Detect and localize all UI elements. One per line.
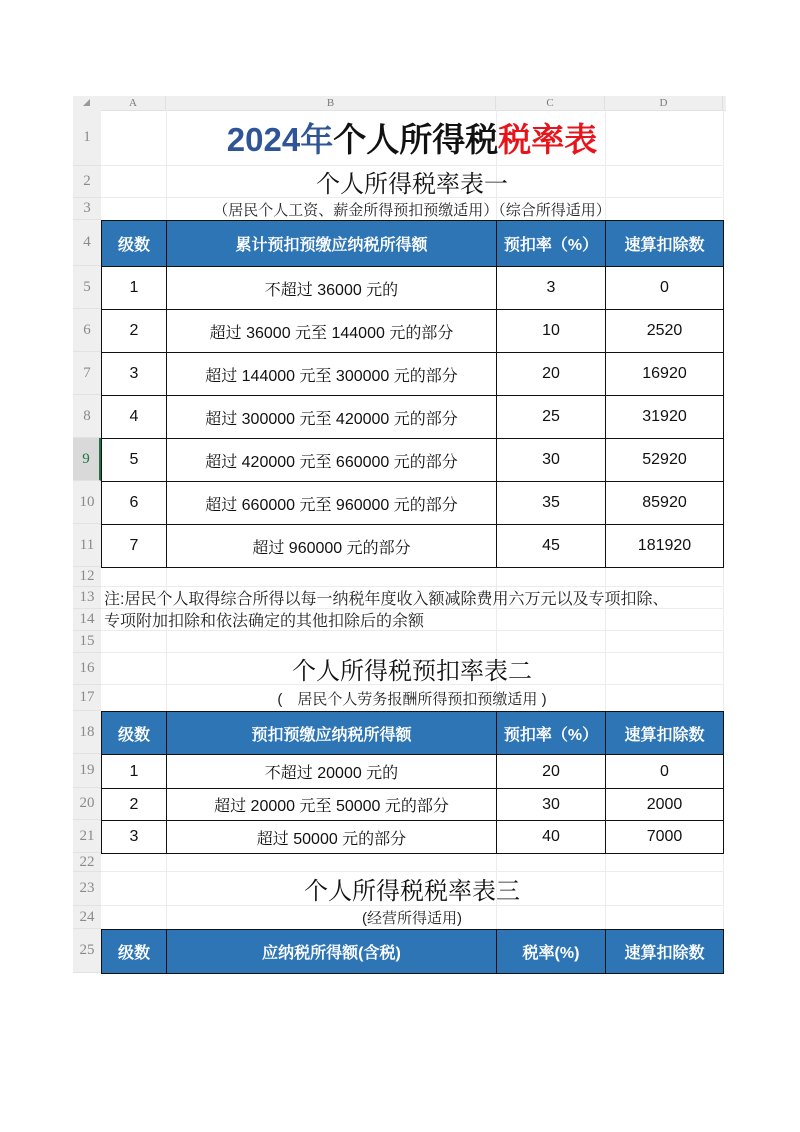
- cell-income-range[interactable]: 超过 420000 元至 660000 元的部分: [167, 439, 497, 482]
- header-level[interactable]: 级数: [102, 930, 167, 974]
- table-row: [102, 789, 724, 821]
- header-income-range[interactable]: 累计预扣预缴应纳税所得额: [167, 221, 497, 267]
- cell-income-range[interactable]: 超过 50000 元的部分: [167, 821, 497, 854]
- table2-subheading: ( 居民个人劳务报酬所得预扣预缴适用 ): [277, 690, 547, 708]
- tax-rate-table-1: [101, 220, 724, 568]
- cell-income-range[interactable]: 超过 36000 元至 144000 元的部分: [167, 310, 497, 353]
- cell-income-range[interactable]: 超过 20000 元至 50000 元的部分: [167, 789, 497, 821]
- select-all-corner-icon[interactable]: [73, 96, 101, 110]
- header-level[interactable]: 级数: [102, 221, 167, 267]
- note-line-1: 注:居民个人取得综合所得以每一纳税年度收入额减除费用六万元以及专项扣除、: [101, 587, 723, 609]
- cell-level[interactable]: 6: [102, 482, 167, 525]
- cell-deduction[interactable]: 181920: [606, 525, 724, 568]
- header-rate[interactable]: 预扣率（%）: [497, 221, 606, 267]
- cell-level[interactable]: 1: [102, 755, 167, 789]
- table-row: [102, 353, 724, 396]
- cell-deduction[interactable]: 52920: [606, 439, 724, 482]
- table-row: [102, 482, 724, 525]
- cell-level[interactable]: 4: [102, 396, 167, 439]
- cell-deduction[interactable]: 2520: [606, 310, 724, 353]
- table-header-row: [102, 221, 724, 267]
- row-number[interactable]: 23: [73, 872, 101, 906]
- row-number[interactable]: 17: [73, 685, 101, 711]
- table1-heading: 个人所得税率表一: [101, 166, 723, 198]
- table-row: [102, 396, 724, 439]
- cell-deduction[interactable]: 7000: [606, 821, 724, 854]
- row-number[interactable]: 16: [73, 653, 101, 685]
- column-header-c[interactable]: C: [496, 96, 605, 110]
- row-number[interactable]: 2: [73, 166, 101, 198]
- table-row: [102, 267, 724, 310]
- row-number[interactable]: 3: [73, 198, 101, 220]
- table-row: [102, 821, 724, 854]
- table-row: [102, 755, 724, 789]
- header-deduction[interactable]: 速算扣除数: [606, 930, 724, 974]
- cell-rate[interactable]: 20: [497, 353, 606, 396]
- empty-row: [101, 567, 723, 587]
- row-number[interactable]: 1: [73, 110, 101, 166]
- column-header-d[interactable]: D: [605, 96, 723, 110]
- row-number[interactable]: 21: [73, 820, 101, 853]
- table-header-row: [102, 712, 724, 755]
- row-number[interactable]: 12: [73, 567, 101, 587]
- row-number[interactable]: 6: [73, 309, 101, 352]
- tax-rate-table-2: [101, 711, 724, 854]
- column-header-a[interactable]: A: [101, 96, 166, 110]
- row-number[interactable]: 4: [73, 220, 101, 266]
- row-number[interactable]: 18: [73, 711, 101, 754]
- row-number[interactable]: 8: [73, 395, 101, 438]
- title-main: 个人所得税: [333, 121, 499, 158]
- cell-income-range[interactable]: 不超过 20000 元的: [167, 755, 497, 789]
- cell-rate[interactable]: 10: [497, 310, 606, 353]
- cell-rate[interactable]: 20: [497, 755, 606, 789]
- cell-rate[interactable]: 30: [497, 439, 606, 482]
- row-number[interactable]: 15: [73, 631, 101, 653]
- header-deduction[interactable]: 速算扣除数: [606, 221, 724, 267]
- row-number[interactable]: 10: [73, 481, 101, 524]
- row-number[interactable]: 14: [73, 609, 101, 631]
- table1-subheading: （居民个人工资、薪金所得预扣预缴适用）（综合所得适用）: [213, 201, 611, 219]
- title-year: 2024年: [226, 121, 334, 158]
- row-number[interactable]: 20: [73, 788, 101, 820]
- title-highlight: 税率表: [498, 121, 598, 158]
- cell-deduction[interactable]: 2000: [606, 789, 724, 821]
- row-number[interactable]: 5: [73, 266, 101, 309]
- header-income-range[interactable]: 预扣预缴应纳税所得额: [167, 712, 497, 755]
- cell-deduction[interactable]: 0: [606, 267, 724, 310]
- cell-income-range[interactable]: 不超过 36000 元的: [167, 267, 497, 310]
- column-header-bar: [73, 96, 726, 111]
- column-header-b[interactable]: B: [166, 96, 496, 110]
- header-deduction[interactable]: 速算扣除数: [606, 712, 724, 755]
- cell-income-range[interactable]: 超过 660000 元至 960000 元的部分: [167, 482, 497, 525]
- empty-row: [101, 853, 723, 872]
- cell-level[interactable]: 3: [102, 353, 167, 396]
- cell-level[interactable]: 2: [102, 310, 167, 353]
- row-number[interactable]: 13: [73, 587, 101, 609]
- table-row: [102, 310, 724, 353]
- cell-rate[interactable]: 45: [497, 525, 606, 568]
- cell-level[interactable]: 1: [102, 267, 167, 310]
- row-number[interactable]: 7: [73, 352, 101, 395]
- cell-rate[interactable]: 25: [497, 396, 606, 439]
- cell-income-range[interactable]: 超过 300000 元至 420000 元的部分: [167, 396, 497, 439]
- table2-heading: 个人所得税预扣率表二: [101, 653, 723, 685]
- table3-subheading: (经营所得适用): [362, 910, 462, 927]
- cell-deduction[interactable]: 0: [606, 755, 724, 789]
- cell-level[interactable]: 7: [102, 525, 167, 568]
- cell-deduction[interactable]: 31920: [606, 396, 724, 439]
- cell-rate[interactable]: 3: [497, 267, 606, 310]
- table-header-row: [102, 930, 724, 974]
- cell-deduction[interactable]: 16920: [606, 353, 724, 396]
- table-row-selected: [102, 439, 724, 482]
- cell-income-range[interactable]: 超过 144000 元至 300000 元的部分: [167, 353, 497, 396]
- table-row: [102, 525, 724, 568]
- cell-income-range[interactable]: 超过 960000 元的部分: [167, 525, 497, 568]
- cell-rate[interactable]: 40: [497, 821, 606, 854]
- main-title: [101, 110, 723, 166]
- cell-level[interactable]: 2: [102, 789, 167, 821]
- row-number[interactable]: 22: [73, 853, 101, 872]
- cell-rate[interactable]: 30: [497, 789, 606, 821]
- header-level[interactable]: 级数: [102, 712, 167, 755]
- header-income-range[interactable]: 应纳税所得额(含税): [167, 930, 497, 974]
- row-number[interactable]: 24: [73, 906, 101, 929]
- row-number-selected[interactable]: 9: [73, 438, 101, 481]
- note-line-2: 专项附加扣除和依法确定的其他扣除后的余额: [101, 609, 723, 631]
- row-number[interactable]: 19: [73, 754, 101, 788]
- empty-row: [101, 631, 723, 653]
- cell-level[interactable]: 5: [102, 439, 167, 482]
- row-number[interactable]: 11: [73, 524, 101, 567]
- cell-level[interactable]: 3: [102, 821, 167, 854]
- cell-rate[interactable]: 35: [497, 482, 606, 525]
- cell-deduction[interactable]: 85920: [606, 482, 724, 525]
- header-rate[interactable]: 税率(%): [497, 930, 606, 974]
- row-number[interactable]: 25: [73, 929, 101, 973]
- table3-heading: 个人所得税税率表三: [101, 872, 723, 906]
- header-rate[interactable]: 预扣率（%）: [497, 712, 606, 755]
- tax-rate-table-3: [101, 929, 724, 974]
